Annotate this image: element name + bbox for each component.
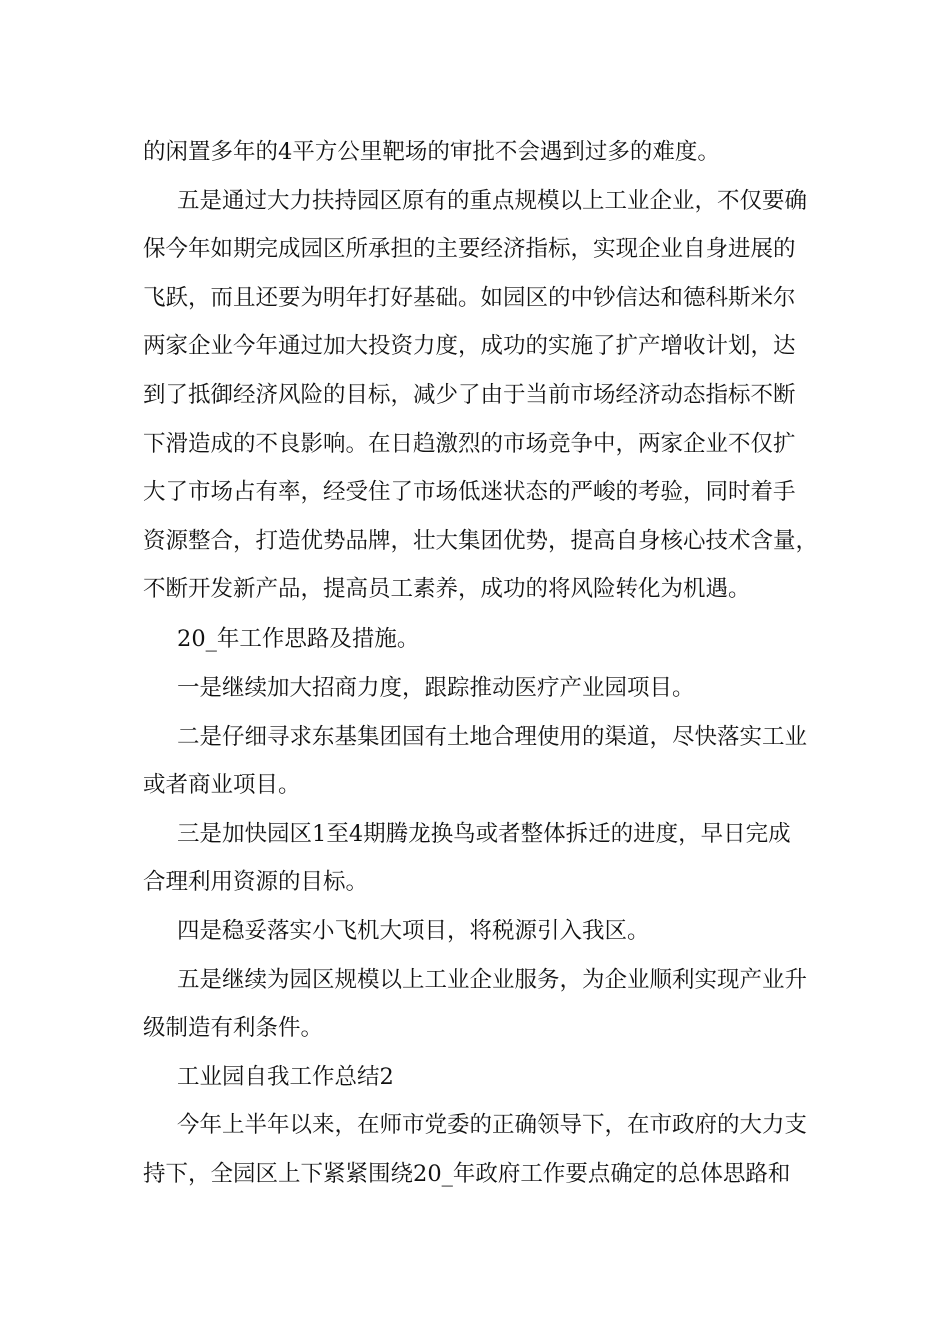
text-line-7: 下滑造成的不良影响。在日趋激烈的市场竞争中，两家企业不仅扩 [143, 430, 796, 457]
text-line-16: 合理利用资源的目标。 [143, 869, 369, 896]
text-line-22: 持下，全园区上下紧紧围绕20_年政府工作要点确定的总体思路和 [143, 1160, 791, 1187]
text-line-3: 保今年如期完成园区所承担的主要经济指标，实现企业自身进展的 [143, 236, 796, 263]
text-line-14: 或者商业项目。 [143, 772, 301, 799]
text-line-1: 的闲置多年的4平方公里靶场的审批不会遇到过多的难度。 [143, 139, 720, 165]
text-line-20: 工业园自我工作总结2 [177, 1063, 394, 1090]
document-body [143, 128, 819, 1198]
text-line-9: 资源整合，打造优势品牌，壮大集团优势，提高自身核心技术含量， [143, 527, 819, 554]
text-line-11: 20_年工作思路及措施。 [177, 625, 420, 652]
text-line-19: 级制造有利条件。 [143, 1015, 324, 1042]
text-line-10: 不断开发新产品，提高员工素养，成功的将风险转化为机遇。 [143, 576, 751, 603]
text-line-12: 一是继续加大招商力度，跟踪推动医疗产业园项目。 [177, 674, 695, 701]
text-line-4: 飞跃，而且还要为明年打好基础。如园区的中钞信达和德科斯米尔 [143, 284, 796, 311]
text-line-8: 大了市场占有率，经受住了市场低迷状态的严峻的考验，同时着手 [143, 479, 796, 506]
text-line-18: 五是继续为园区规模以上工业企业服务，为企业顺利实现产业升 [177, 966, 808, 993]
text-line-13: 二是仔细寻求东基集团国有土地合理使用的渠道，尽快落实工业 [177, 723, 808, 750]
text-line-5: 两家企业今年通过加大投资力度，成功的实施了扩产增收计划，达 [143, 333, 796, 360]
text-line-6: 到了抵御经济风险的目标，减少了由于当前市场经济动态指标不断 [143, 381, 796, 408]
text-line-21: 今年上半年以来，在师市党委的正确领导下，在市政府的大力支 [177, 1112, 808, 1139]
text-line-2: 五是通过大力扶持园区原有的重点规模以上工业企业，不仅要确 [177, 187, 808, 214]
text-line-17: 四是稳妥落实小飞机大项目，将税源引入我区。 [177, 917, 650, 944]
text-line-15: 三是加快园区1至4期腾龙换鸟或者整体拆迁的进度，早日完成 [177, 820, 791, 847]
